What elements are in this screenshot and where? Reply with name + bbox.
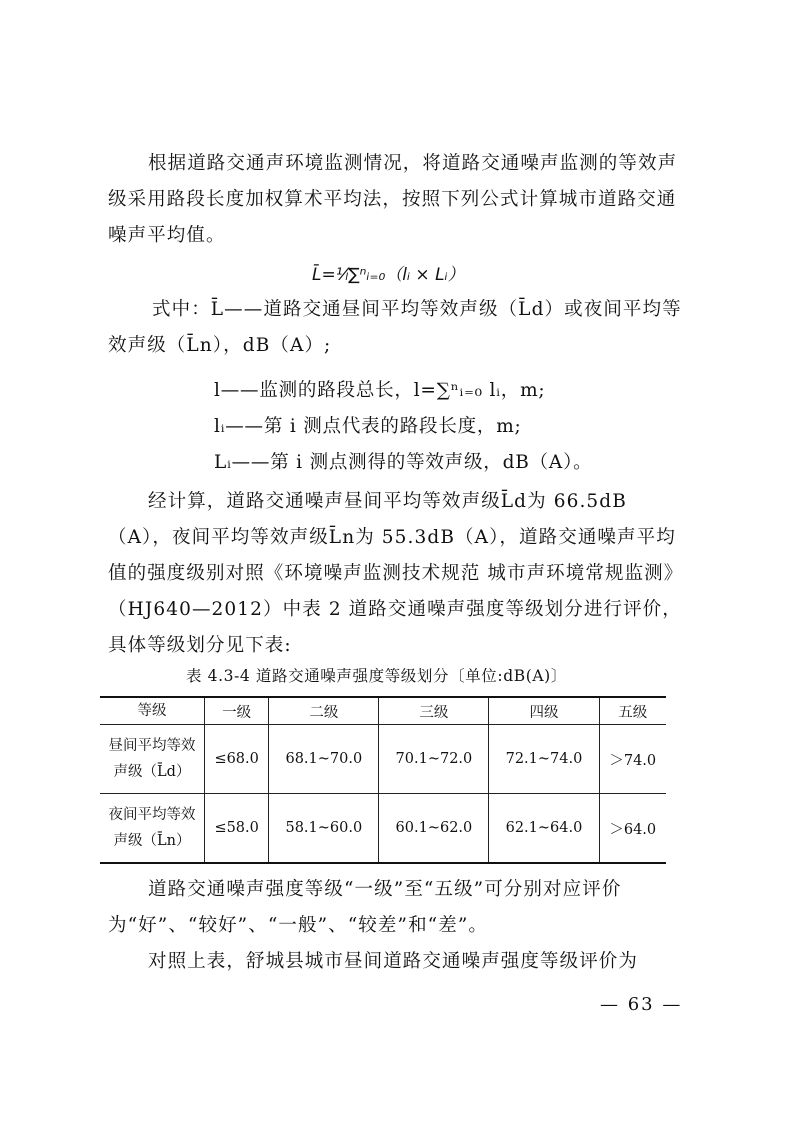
- definition-line-2: l——监测的路段总长，l=∑ⁿᵢ₌₀ lᵢ，m;: [214, 380, 546, 401]
- last-paragraph: 对照上表，舒城县城市昼间道路交通噪声强度等级评价为: [148, 951, 639, 972]
- table-row: [100, 794, 666, 864]
- table-cell: 58.1~60.0: [269, 794, 379, 864]
- table-cell: 70.1~72.0: [379, 725, 489, 794]
- row-label-line: 昼间平均等效: [108, 738, 196, 754]
- row-label: [100, 794, 205, 864]
- header-cell: 一级: [205, 697, 269, 725]
- table-header-row: [100, 697, 666, 725]
- intro-paragraph: 根据道路交通声环境监测情况，将道路交通噪声监测的等效声级采用路段长度加权算术平均法，按照下列公式计算城市道路交通噪声平均值。: [108, 153, 678, 246]
- noise-grade-table: [100, 696, 666, 864]
- row-label-line: 声级（L̄n）: [113, 833, 191, 849]
- row-label-line: 声级（L̄d）: [113, 764, 191, 780]
- definition-line-3: lᵢ——第 i 测点代表的路段长度，m;: [214, 416, 522, 437]
- header-cell: 五级: [599, 697, 666, 725]
- table-cell: 68.1~70.0: [269, 725, 379, 794]
- table-cell: ＞64.0: [599, 794, 666, 864]
- table-cell: 60.1~62.0: [379, 794, 489, 864]
- table-cell: 62.1~64.0: [489, 794, 599, 864]
- row-label: [100, 725, 205, 794]
- result-paragraph: 经计算，道路交通噪声昼间平均等效声级L̄d为 66.5dB（A），夜间平均等效声级L̄n为 55.3dB（A），道路交通噪声平均值的强度级别对照《环境噪声监测技术规范 城市声环境常规监测》（HJ640—2012）中表 2 道路交通噪声强度等级划分进行评价，具体等级划分见下表:: [108, 491, 684, 656]
- header-cell: 四级: [489, 697, 599, 725]
- table-cell: 72.1~74.0: [489, 725, 599, 794]
- table-caption: 表 4.3-4 道路交通噪声强度等级划分〔单位:dB(A)〕: [186, 667, 567, 685]
- evaluation-paragraph: 道路交通噪声强度等级“一级”至“五级”可分别对应评价为“好”、“较好”、“一般”、“较差”和“差”。: [108, 879, 622, 936]
- header-cell: 二级: [269, 697, 379, 725]
- header-cell: 三级: [379, 697, 489, 725]
- row-label-line: 夜间平均等效: [108, 807, 196, 823]
- table-row: [100, 725, 666, 794]
- table-cell: ≤58.0: [205, 794, 269, 864]
- table-cell: ≤68.0: [205, 725, 269, 794]
- noise-average-formula: L̄=¹⁄ₗ∑ⁿᵢ₌₀（lᵢ × Lᵢ）: [312, 265, 465, 285]
- definition-line-1: 式中：L̄——道路交通昼间平均等效声级（L̄d）或夜间平均等效声级（L̄n），dB（A）;: [108, 299, 682, 356]
- header-cell: 等级: [100, 697, 205, 725]
- page-number: — 63 —: [600, 994, 683, 1015]
- definition-line-4: Lᵢ——第 i 测点测得的等效声级，dB（A）。: [214, 452, 593, 473]
- table-cell: ＞74.0: [599, 725, 666, 794]
